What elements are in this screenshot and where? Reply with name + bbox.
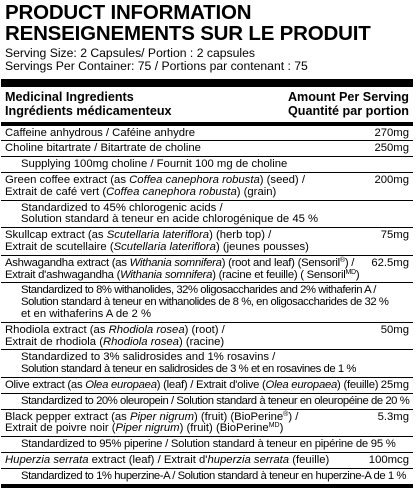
latin-name: Scutellaria lateriflora [113, 240, 216, 253]
amount-heading [288, 90, 409, 118]
text: Extrait d'ashwagandha ( [5, 268, 121, 281]
ingredient-row-choline [1, 140, 413, 156]
text: Rhodiola extract (as [5, 323, 109, 336]
ingredient-name-fr [5, 270, 367, 282]
sub-row-text: Standardized to 95% piperine / Solution standard à teneur en pipérine de 95 % [21, 438, 396, 451]
ingredient-row-caffeine [1, 126, 413, 141]
ingredients-heading-fr: Ingrédients médicamenteux [5, 103, 172, 118]
ingredient-row-olive [1, 377, 413, 393]
ingredients-heading [5, 90, 172, 118]
registered-mark: ® [283, 410, 289, 418]
ingredient-row-black-pepper [1, 409, 413, 437]
text: ) [279, 422, 284, 435]
text: ) [355, 268, 360, 281]
trademark-mark: MD [268, 422, 280, 430]
amount-heading-en: Amount Per Serving [287, 89, 409, 104]
latin-name: Huperzia serrata [5, 453, 89, 466]
sub-row-text-fr: Solution standard à teneur en salidrosides de 3 % et en rosavines de 1 % [21, 363, 356, 376]
latin-name: Piper nigrum [115, 422, 180, 435]
text: Extrait de café vert ( [5, 185, 107, 198]
sub-row-text-fr-cont: et en withaferins A de 2 % [21, 307, 151, 320]
latin-name: Scutellaria lateriflora [106, 229, 210, 242]
ingredient-name-fr [5, 423, 367, 435]
text: ) (racine et feuille) ( Sensoril [212, 268, 346, 281]
sub-row-chlorogenic [1, 200, 413, 228]
text: ) (leaf) / Extrait d'olive ( [156, 378, 266, 391]
ingredient-name [5, 378, 379, 392]
ingredient-amount: 100mcg [368, 453, 409, 466]
text: extract (leaf) / Extrait d' [88, 453, 208, 466]
ingredient-amount: 250mg [374, 142, 409, 155]
latin-name: Withania somnifera [120, 268, 213, 281]
ingredient-amount: 200mg [374, 173, 409, 186]
text: Extrait de scutellaire ( [5, 240, 114, 253]
sub-row-text: Standardized to 20% oleuropein / Solution standard à teneur en oleuropéine de 20 % [21, 394, 410, 407]
thick-divider [1, 79, 413, 87]
servings-per-container: Servings Per Container: 75 / Portions par contenant : 75 [5, 59, 308, 74]
text: (feuille) [289, 453, 330, 466]
sub-row-text-fr: Solution standard à teneur en acide chlorogénique de 45 % [21, 213, 319, 226]
text: Skullcap extract (as [5, 229, 107, 242]
sub-row-text-en: Standardized to 3% salidrosides and 1% rosavins / [21, 351, 276, 364]
latin-name: Olea europaea [265, 378, 338, 391]
ingredient-name-fr [5, 337, 367, 349]
ingredient-amount: 25mg [380, 378, 409, 391]
sub-row-text-en: Standardized to 45% chlorogenic acids / [21, 201, 223, 214]
sub-row-text-fr: Solution standard à teneur en withanolides de 8 %, en oligosaccharides de 32 % [21, 296, 389, 309]
ingredient-name-fr [5, 242, 367, 254]
trademark-mark: MD [345, 268, 356, 276]
text: ) (root) / [184, 323, 225, 336]
serving-size: Serving Size: 2 Capsules/ Portion : 2 capsules [5, 46, 255, 60]
text: ) / [344, 256, 355, 269]
latin-name: Rhodiola rosea [102, 335, 179, 348]
text: ) (herb top) / [209, 229, 272, 242]
sub-row-text-en: Standardized to 8% withanolides, 32% oligosaccharides and 2% withaferin A / [21, 284, 376, 297]
text: ) (grain) [236, 185, 277, 198]
text: Green coffee extract (as [5, 173, 130, 186]
title-french: RENSEIGNEMENTS SUR LE PRODUIT [5, 22, 371, 45]
column-header [1, 87, 413, 118]
ingredient-amount: 50mg [380, 323, 409, 336]
sub-row-text: Supplying 100mg choline / Fournit 100 mg de choline [21, 158, 288, 171]
ingredient-name: Choline bitartrate / Bitartrate de choline [5, 142, 201, 155]
text: ) (jeunes pousses) [215, 240, 309, 253]
sub-row-huperzine [1, 468, 413, 484]
title-english: PRODUCT INFORMATION [5, 1, 252, 24]
latin-name: Piper nigrum [129, 410, 194, 423]
text: ) (feuille) [337, 378, 379, 391]
text: ) (racine) [178, 335, 225, 348]
ingredient-amount: 270mg [374, 126, 409, 139]
ingredient-row-huperzia [1, 452, 413, 468]
ingredient-row-green-coffee [1, 172, 413, 200]
latin-name: Withania somnifera [129, 256, 222, 269]
ingredient-amount: 75mg [380, 229, 409, 242]
text: Ashwagandha extract (as [5, 256, 130, 269]
ingredient-name [5, 455, 367, 467]
text: ) (fruit) (BioPerine [179, 422, 269, 435]
text: ) / [288, 410, 299, 423]
sub-row-choline-supply [1, 156, 413, 172]
amount-heading-fr: Quantité par portion [287, 103, 409, 118]
text: Black pepper extract (as [5, 410, 130, 423]
text: Extrait de poivre noir ( [5, 422, 116, 435]
text: ) (seed) / [259, 173, 305, 186]
ingredient-row-ashwagandha [1, 255, 413, 283]
latin-name: Coffea canephora robusta [129, 173, 260, 186]
text: ) (fruit) (BioPerine [194, 410, 284, 423]
ingredient-amount: 5.3mg [377, 410, 409, 423]
text: Extrait de rhodiola ( [5, 335, 103, 348]
registered-mark: ® [339, 256, 345, 264]
sub-row-salidrosides [1, 349, 413, 377]
sub-row-oleuropein [1, 393, 413, 409]
product-information-panel [1, 1, 413, 501]
latin-name: Rhodiola rosea [108, 323, 185, 336]
latin-name: Olea europaea [85, 378, 157, 391]
latin-name: Coffea canephora robusta [106, 185, 237, 198]
text: Olive extract (as [5, 378, 86, 391]
ingredient-name-fr [5, 187, 367, 199]
text: ) (root and leaf) (Sensoril [221, 256, 340, 269]
latin-name: huperzia serrata [207, 453, 290, 466]
ingredient-row-rhodiola [1, 322, 413, 350]
sub-row-piperine [1, 436, 413, 452]
sub-row-withanolides [1, 282, 413, 321]
ingredient-amount: 62.5mg [371, 256, 409, 269]
bottom-divider [1, 484, 413, 488]
sub-row-text: Standardized to 1% huperzine-A / Solution standard à teneur en huperzine-A de 1 % [21, 469, 406, 482]
ingredients-heading-en: Medicinal Ingredients [5, 89, 134, 104]
ingredient-name: Caffeine anhydrous / Caféine anhydre [5, 126, 196, 139]
ingredient-row-skullcap [1, 227, 413, 255]
